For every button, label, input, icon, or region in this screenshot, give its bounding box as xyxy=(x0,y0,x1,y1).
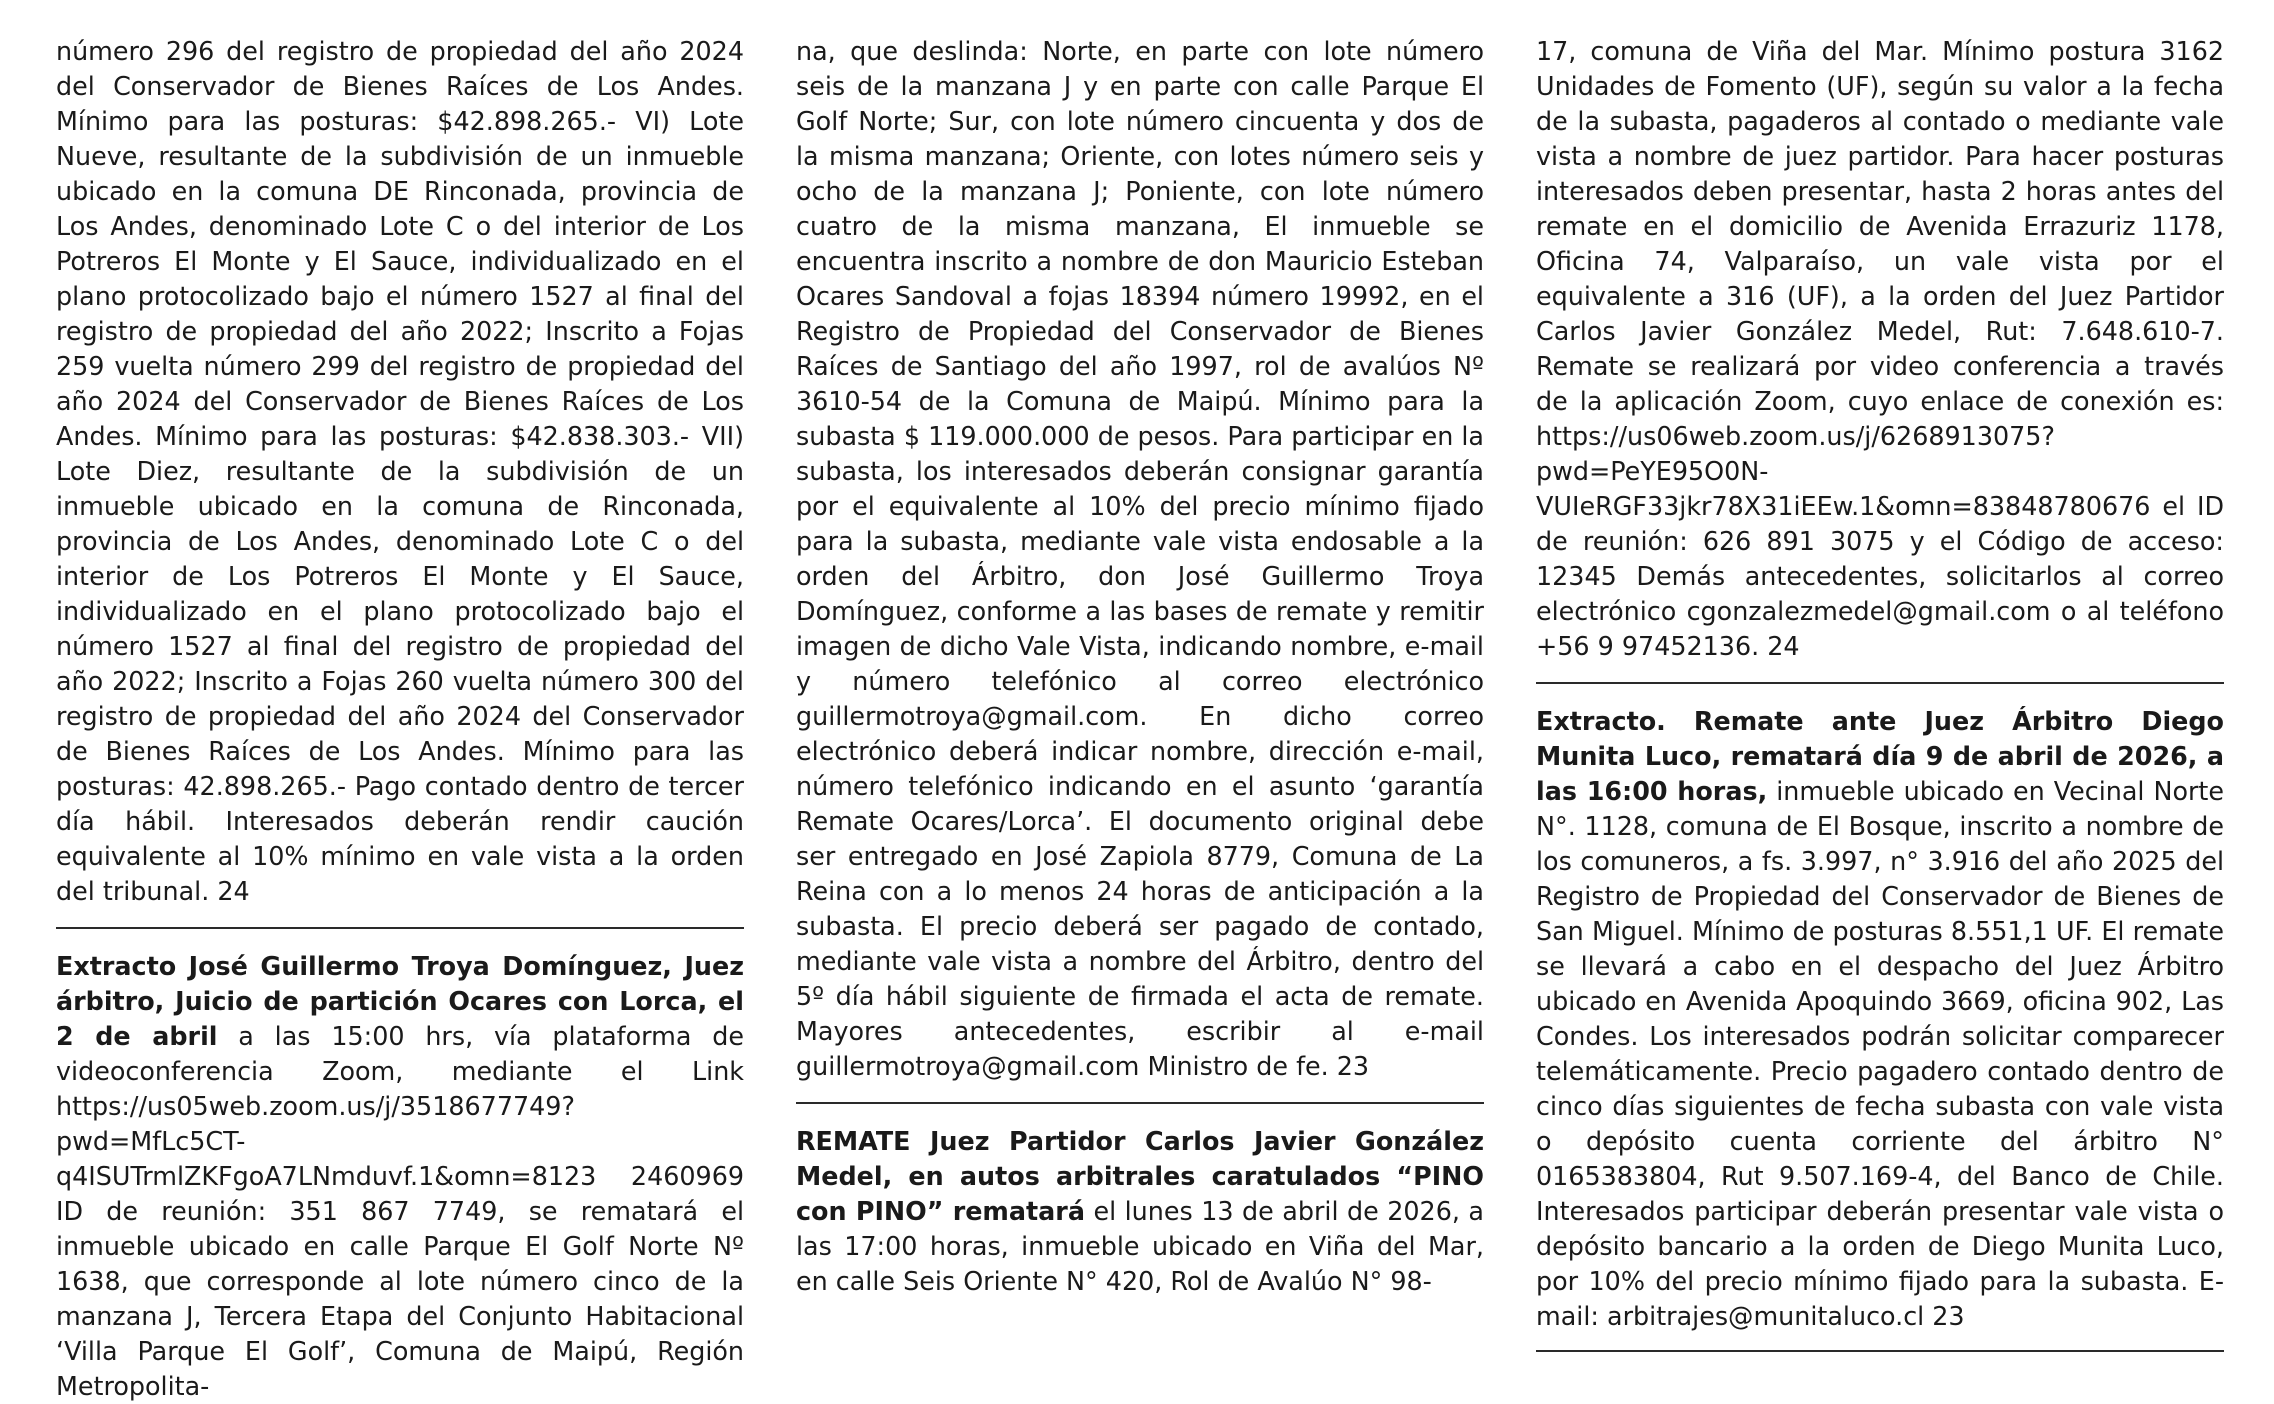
notice-body: 17, comuna de Viña del Mar. Mínimo postura 3162 Unidades de Fomento (UF), según su valor a la fecha de la subasta, pagaderos al contado o mediante vale vista a nombre de juez partidor. Para hacer posturas interesados deben presentar, hasta 2 horas antes del remate en el domicilio de Avenida Errazuriz 1178, Oficina 74, Valparaíso, un vale vista por el equivalente a 316 (UF), a la orden del Juez Partidor Carlos Javier González Medel, Rut: 7.648.610-7. Remate se realizará por video conferencia a través de la aplicación Zoom, cuyo enlace de conexión es: https://us06web.zoom.us/j/6268913075?pwd=PeYE95O0N-VUIeRGF33jkr78X31iEEw.1&omn=83848780676 el ID de reunión: 626 891 3075 y el Código de acceso: 12345 Demás antecedentes, solicitarlos al correo electrónico cgonzalezmedel@gmail.com o al teléfono +56 9 97452136. 24 xyxy=(1536,36,2224,661)
notice-gonzalez xyxy=(796,1124,1484,1299)
notice-continuation xyxy=(56,34,744,909)
notice-divider xyxy=(1536,682,2224,684)
notice-body: a las 15:00 hrs, vía plataforma de videoconferencia Zoom, mediante el Link https://us05web.zoom.us/j/3518677749?pwd=MfLc5CT-q4ISUTrmlZKFgoA7LNmduvf.1&omn=8123 2460969 ID de reunión: 351 867 7749, se rematará el inmueble ubicado en calle Parque El Golf Norte Nº 1638, que corresponde al lote número cinco de la manzana J, Tercera Etapa del Conjunto Habitacional ‘Villa Parque El Golf’, Comuna de Maipú, Región Metropolita- xyxy=(56,1021,744,1401)
column-2 xyxy=(796,34,1484,1404)
notice-divider-bottom xyxy=(1536,1350,2224,1352)
notice-troya xyxy=(56,949,744,1404)
notice-body: número 296 del registro de propiedad del año 2024 del Conservador de Bienes Raíces de Los Andes. Mínimo para las posturas: $42.898.265.- VI) Lote Nueve, resultante de la subdivisión de un inmueble ubicado en la comuna DE Rinconada, provincia de Los Andes, denominado Lote C o del interior de Los Potreros El Monte y El Sauce, individualizado en el plano protocolizado bajo el número 1527 al final del registro de propiedad del año 2022; Inscrito a Fojas 259 vuelta número 299 del registro de propiedad del año 2024 del Conservador de Bienes Raíces de Los Andes. Mínimo para las posturas: $42.838.303.- VII) Lote Diez, resultante de la subdivisión de un inmueble ubicado en la comuna de Rinconada, provincia de Los Andes, denominado Lote C o del interior de Los Potreros El Monte y El Sauce, individualizado en el plano protocolizado bajo el número 1527 al final del registro de propiedad del año 2022; Inscrito a Fojas 260 vuelta número 300 del registro de propiedad del año 2024 del Conservador de Bienes Raíces de Los Andes. Mínimo para las posturas: 42.898.265.- Pago contado dentro de tercer día hábil. Interesados deberán rendir caución equivalente al 10% mínimo en vale vista a la orden del tribunal. 24 xyxy=(56,36,744,906)
newspaper-page xyxy=(56,34,2225,1401)
notice-divider xyxy=(796,1102,1484,1104)
notice-lead: REMATE Juez Partidor Carlos Javier González Medel, en autos arbitrales caratulados “PINO con PINO” rematará xyxy=(796,1126,1484,1226)
column-1 xyxy=(56,34,744,1404)
notice-body: el lunes 13 de abril de 2026, a las 17:00 horas, inmueble ubicado en Viña del Mar, en calle Seis Oriente N° 420, Rol de Avalúo N° 98- xyxy=(796,1196,1484,1296)
notice-body: inmueble ubicado en Vecinal Norte N°. 1128, comuna de El Bosque, inscrito a nombre de los comuneros, a fs. 3.997, n° 3.916 del año 2025 del Registro de Propiedad del Conservador de Bienes de San Miguel. Mínimo de posturas 8.551,1 UF. El remate se llevará a cabo en el despacho del Juez Árbitro ubicado en Avenida Apoquindo 3669, oficina 902, Las Condes. Los interesados podrán solicitar comparecer telemáticamente. Precio pagadero contado dentro de cinco días siguientes de fecha subasta con vale vista o depósito cuenta corriente del árbitro N° 0165383804, Rut 9.507.169-4, del Banco de Chile. Interesados participar deberán presentar vale vista o depósito bancario a la orden de Diego Munita Luco, por 10% del precio mínimo fijado para la subasta. E-mail: arbitrajes@munitaluco.cl 23 xyxy=(1536,776,2225,1331)
notice-divider xyxy=(56,927,744,929)
notice-lead: Extracto José Guillermo Troya Domínguez, Juez árbitro, Juicio de partición Ocares con Lorca, el 2 de abril xyxy=(56,951,744,1051)
notice-continuation xyxy=(796,34,1484,1084)
notice-munita xyxy=(1536,704,2224,1334)
notice-lead: Extracto. Remate ante Juez Árbitro Diego Munita Luco, rematará día 9 de abril de 2026, a las 16:00 horas, xyxy=(1536,706,2224,806)
column-3 xyxy=(1536,34,2224,1404)
notice-body: na, que deslinda: Norte, en parte con lote número seis de la manzana J y en parte con calle Parque El Golf Norte; Sur, con lote número cincuenta y dos de la misma manzana; Oriente, con lotes número seis y ocho de la manzana J; Poniente, con lote número cuatro de la misma manzana, El inmueble se encuentra inscrito a nombre de don Mauricio Esteban Ocares Sandoval a fojas 18394 número 19992, en el Registro de Propiedad del Conservador de Bienes Raíces de Santiago del año 1997, rol de avalúos Nº 3610-54 de la Comuna de Maipú. Mínimo para la subasta $ 119.000.000 de pesos. Para participar en la subasta, los interesados deberán consignar garantía por el equivalente al 10% del precio mínimo fijado para la subasta, mediante vale vista endosable a la orden del Árbitro, don José Guillermo Troya Domínguez, conforme a las bases de remate y remitir imagen de dicho Vale Vista, indicando nombre, e-mail y número telefónico al correo electrónico guillermotroya@gmail.com. En dicho correo electrónico deberá indicar nombre, dirección e-mail, número telefónico indicando en el asunto ‘garantía Remate Ocares/Lorca’. El documento original debe ser entregado en José Zapiola 8779, Comuna de La Reina con a lo menos 24 horas de anticipación a la subasta. El precio deberá ser pagado de contado, mediante vale vista a nombre del Árbitro, dentro del 5º día hábil siguiente de firmada el acta de remate. Mayores antecedentes, escribir al e-mail guillermotroya@gmail.com Ministro de fe. 23 xyxy=(796,36,1484,1081)
notice-continuation xyxy=(1536,34,2224,664)
